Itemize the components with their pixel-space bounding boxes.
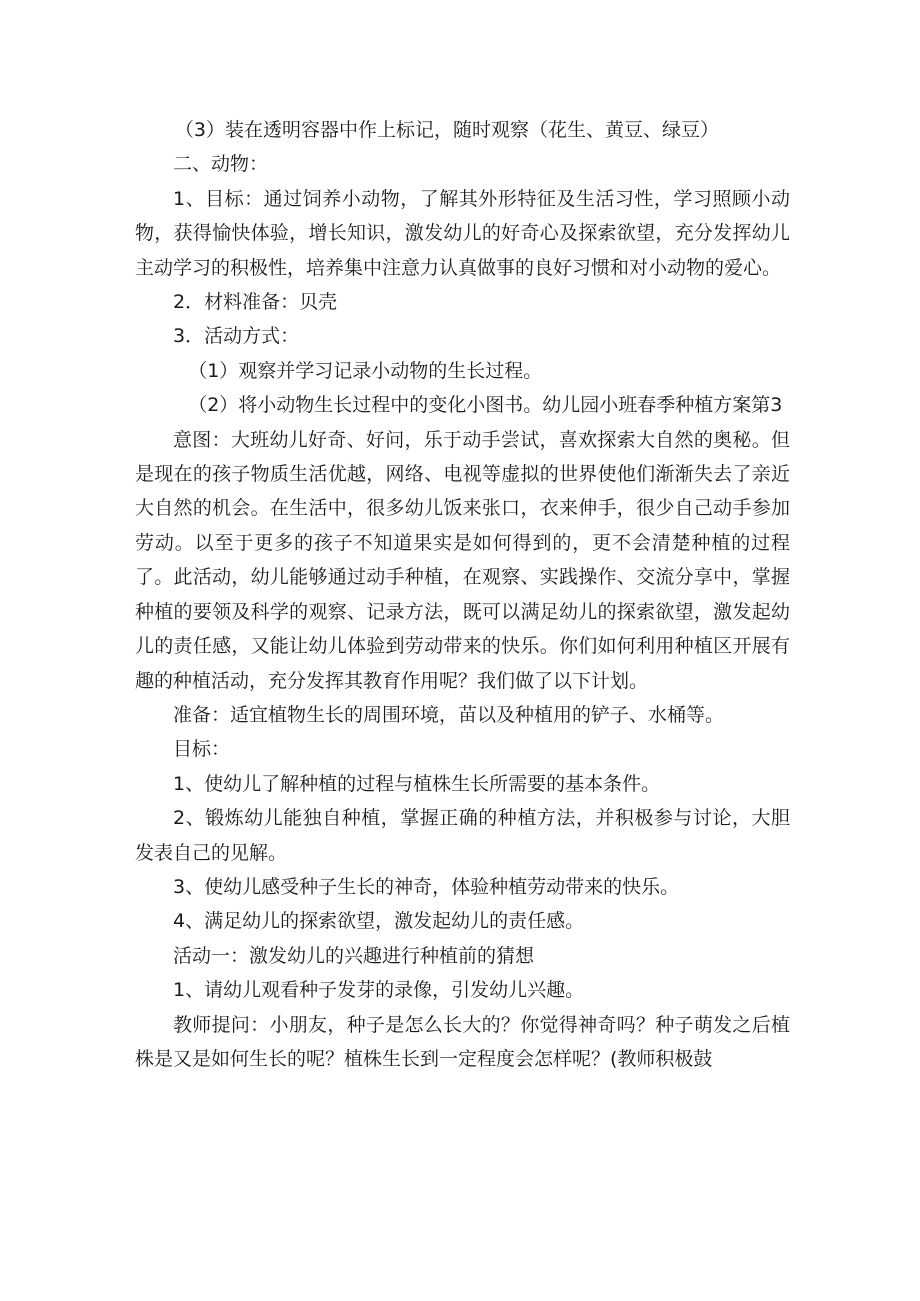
paragraph-goal-4: 4、满足幼儿的探索欲望，激发起幼儿的责任感。 bbox=[173, 910, 585, 933]
heading-animals: 二、动物： bbox=[173, 153, 269, 176]
paragraph-teacher-question: 教师提问：小朋友，种子是怎么长大的？你觉得神奇吗？种子萌发之后植株是又是如何生长的呢？植株生长到一定程度会怎样呢？(教师积极鼓 bbox=[135, 1013, 790, 1070]
paragraph-material-prep: 2．材料准备：贝壳 bbox=[173, 291, 338, 314]
paragraph-activity-1-step-1: 1、请幼儿观看种子发芽的录像，引发幼儿兴趣。 bbox=[173, 979, 585, 1002]
paragraph-preparation: 准备：适宜植物生长的周围环境，苗以及种植用的铲子、水桶等。 bbox=[173, 703, 725, 726]
heading-goals: 目标： bbox=[173, 738, 231, 761]
paragraph-method-1: （1）观察并学习记录小动物的生长过程。 bbox=[188, 359, 543, 382]
document-body bbox=[135, 113, 790, 1076]
paragraph-animal-goal: 1、目标：通过饲养小动物，了解其外形特征及生活习性，学习照顾小动物，获得愉快体验，增长知识，激发幼儿的好奇心及探索欲望，充分发挥幼儿主动学习的积极性，培养集中注意力认真做事的良好习惯和对小动物的爱心。 bbox=[135, 187, 790, 279]
paragraph-container-observation: （3）装在透明容器中作上标记，随时观察（花生、黄豆、绿豆） bbox=[174, 119, 719, 141]
paragraph-goal-3: 3、使幼儿感受种子生长的神奇，体验种植劳动带来的快乐。 bbox=[173, 875, 680, 898]
heading-activity-1: 活动一：激发幼儿的兴趣进行种植前的猜想 bbox=[173, 944, 535, 967]
paragraph-goal-2: 2、锻炼幼儿能独自种植，掌握正确的种植方法，并积极参与讨论，大胆发表自己的见解。 bbox=[135, 807, 790, 864]
paragraph-method-2: （2）将小动物生长过程中的变化小图书。幼儿园小班春季种植方案第3 bbox=[188, 394, 783, 417]
paragraph-intent: 意图：大班幼儿好奇、好问，乐于动手尝试，喜欢探索大自然的奥秘。但是现在的孩子物质生活优越，网络、电视等虚拟的世界使他们渐渐失去了亲近大自然的机会。在生活中，很多幼儿饭来张口，衣来伸手，很少自己动手参加劳动。以至于更多的孩子不知道果实是如何得到的，更不会清楚种植的过程了。此活动，幼儿能够通过动手种植，在观察、实践操作、交流分享中，掌握种植的要领及科学的观察、记录方法，既可以满足幼儿的探索欲望，激发起幼儿的责任感，又能让幼儿体验到劳动带来的快乐。你们如何利用种植区开展有趣的种植活动，充分发挥其教育作用呢？我们做了以下计划。 bbox=[135, 428, 790, 692]
paragraph-activity-method: 3．活动方式： bbox=[173, 325, 300, 348]
paragraph-goal-1: 1、使幼儿了解种植的过程与植株生长所需要的基本条件。 bbox=[173, 772, 661, 795]
